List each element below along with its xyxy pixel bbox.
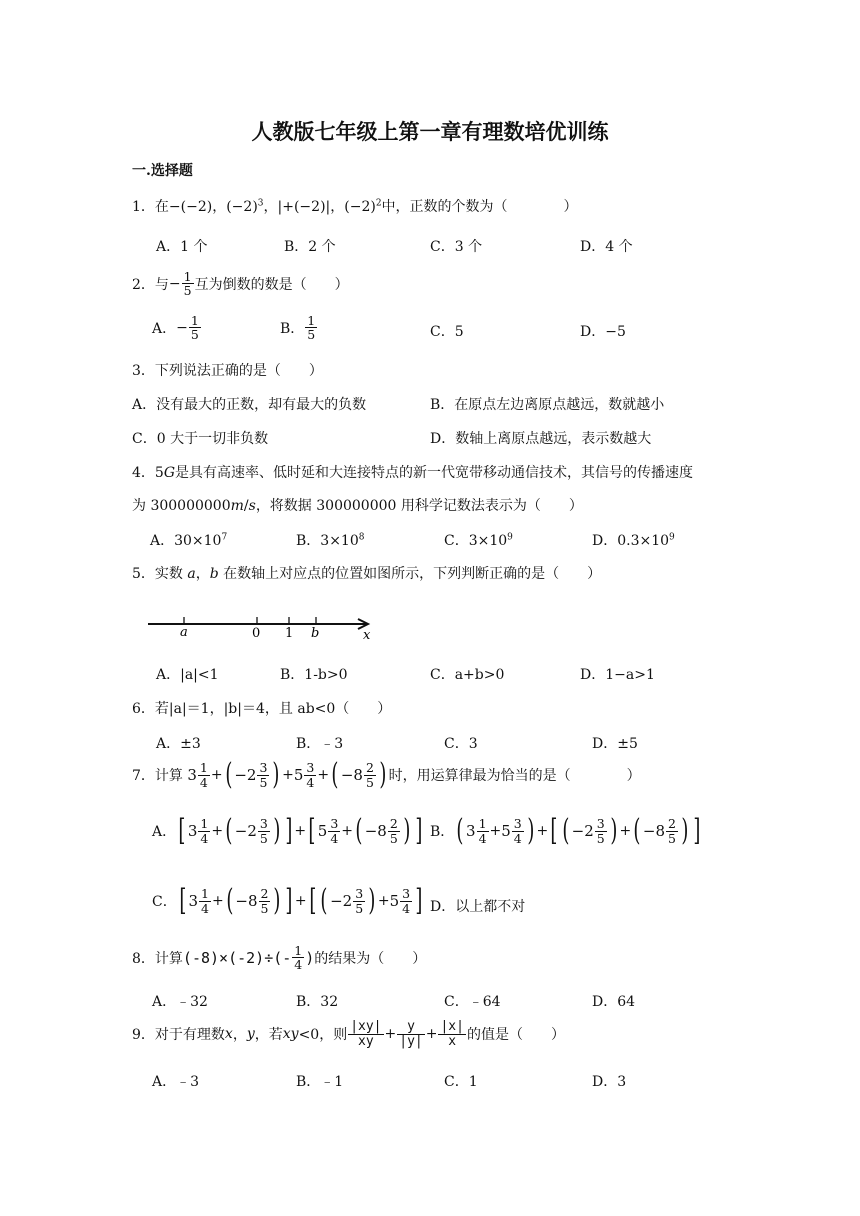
question-4-stem-line1: 4．5G是具有高速率、低时延和大连接特点的新一代宽带移动通信技术，其信号的传播速度 — [132, 465, 694, 481]
label-zero: 0 — [252, 626, 261, 641]
q9-option-d[interactable]: D．3 — [592, 1074, 627, 1090]
q1-option-d[interactable]: D．4 个 — [580, 239, 633, 255]
q3-option-a[interactable]: A．没有最大的正数，却有最大的负数 — [132, 397, 367, 413]
q8-option-d[interactable]: D．64 — [592, 994, 636, 1010]
q3-option-b[interactable]: B．在原点左边离原点越远，数就越小 — [430, 397, 665, 413]
q3-option-d[interactable]: D．数轴上离原点越远，表示数越大 — [430, 431, 652, 447]
q7-option-c[interactable]: C．[ 3 $\frac{1}{4}$ +( −8 $\frac{2}{5}$ ) ] +[ ( −2 $\frac{3}{5}$ ) +5 $\frac{3}{4}$ ] — [152, 883, 423, 918]
question-3-stem: 3．下列说法正确的是（ ） — [132, 363, 323, 379]
q5-option-a[interactable]: A．|a|<1 — [156, 667, 219, 683]
section-heading: 一.选择题 — [132, 163, 193, 179]
q1-option-a[interactable]: A．1 个 — [156, 239, 208, 255]
q9-option-b[interactable]: B．﹣1 — [296, 1074, 344, 1090]
q8-option-b[interactable]: B．32 — [296, 994, 339, 1010]
question-4-stem-line2: 为 300000000m/s，将数据 300000000 用科学记数法表示为（ ） — [132, 498, 583, 514]
question-8-stem: 8．计算(-8)×(-2)÷(- $\frac{1}{4}$ )的结果为（ ） — [132, 943, 427, 973]
label-b: b — [311, 626, 320, 641]
label-a: a — [180, 625, 188, 640]
q2-option-a[interactable]: A．− $\frac{1}{5}$ — [152, 313, 199, 343]
q6-option-b[interactable]: B．﹣3 — [296, 736, 344, 752]
label-one: 1 — [285, 626, 294, 641]
q4-option-a[interactable]: A．$30\times 10^7$ — [150, 532, 228, 549]
question-9-stem: 9．对于有理数x，y，若xy<0，则 $\frac{|xy|}{xy}$ + $\frac{y}{|y|}$ + $\frac{|x|}{x}$ 的值是（ ） — [132, 1019, 565, 1049]
q7-option-a[interactable]: A．[ 3 $\frac{1}{4}$ +( −2 $\frac{3}{5}$ ) ] +[ 5 $\frac{3}{4}$ +( −8 $\frac{2}{5}$ ) ] — [152, 813, 422, 848]
label-x: x — [363, 628, 371, 643]
q7-option-d[interactable]: D．以上都不对 — [430, 899, 526, 915]
question-2-stem: 2．与− $\frac{1}{5}$ 互为倒数的数是（ ） — [132, 269, 349, 299]
q2-option-d[interactable]: D．−5 — [580, 324, 626, 340]
q6-option-d[interactable]: D．±5 — [592, 736, 638, 752]
question-1-stem: 1．在−(−2)，$(-2)^3$，|+(−2)|，$(-2)^2$中，正数的个数为（ ） — [132, 198, 578, 215]
q3-option-c[interactable]: C．0 大于一切非负数 — [132, 431, 269, 447]
q4-option-c[interactable]: C．$3\times 10^9$ — [444, 532, 513, 549]
q9-option-c[interactable]: C．1 — [444, 1074, 478, 1090]
q9-option-a[interactable]: A．﹣3 — [152, 1074, 200, 1090]
q6-option-c[interactable]: C．3 — [444, 736, 478, 752]
q5-option-d[interactable]: D．1−a>1 — [580, 667, 655, 683]
q1-option-b[interactable]: B．2 个 — [284, 239, 336, 255]
q4-option-b[interactable]: B．$3\times 10^8$ — [296, 532, 365, 549]
q6-option-a[interactable]: A．±3 — [156, 736, 201, 752]
q7-option-b[interactable]: B．( 3 $\frac{1}{4}$ +5 $\frac{3}{4}$ ) +[ ( −2 $\frac{3}{5}$ ) +( −8 $\frac{2}{5}$ ) ] — [430, 813, 701, 848]
q4-option-d[interactable]: D．$0.3\times 10^9$ — [592, 532, 675, 549]
q2-option-c[interactable]: C．5 — [430, 324, 464, 340]
question-6-stem: 6．若|a|＝1，|b|＝4，且 ab<0（ ） — [132, 701, 392, 717]
q1-option-c[interactable]: C．3 个 — [430, 239, 483, 255]
question-5-stem: 5．实数 a，b 在数轴上对应点的位置如图所示，下列判断正确的是（ ） — [132, 566, 602, 582]
q8-option-c[interactable]: C．﹣64 — [444, 994, 501, 1010]
q5-option-b[interactable]: B．1-b>0 — [280, 667, 348, 683]
q5-option-c[interactable]: C．a+b>0 — [430, 667, 505, 683]
doc-title: 人教版七年级上第一章有理数培优训练 — [251, 119, 609, 144]
q2-option-b[interactable]: B． $\frac{1}{5}$ — [280, 313, 316, 343]
number-line-figure — [146, 604, 380, 644]
question-7-stem: 7．计算 3 $\frac{1}{4}$ +( −2 $\frac{3}{5}$ ) +5 $\frac{3}{4}$ +( −8 $\frac{2}{5}$ ) 时，用运算律最为恰当的是（ ） — [132, 757, 641, 792]
q8-option-a[interactable]: A．﹣32 — [152, 994, 208, 1010]
